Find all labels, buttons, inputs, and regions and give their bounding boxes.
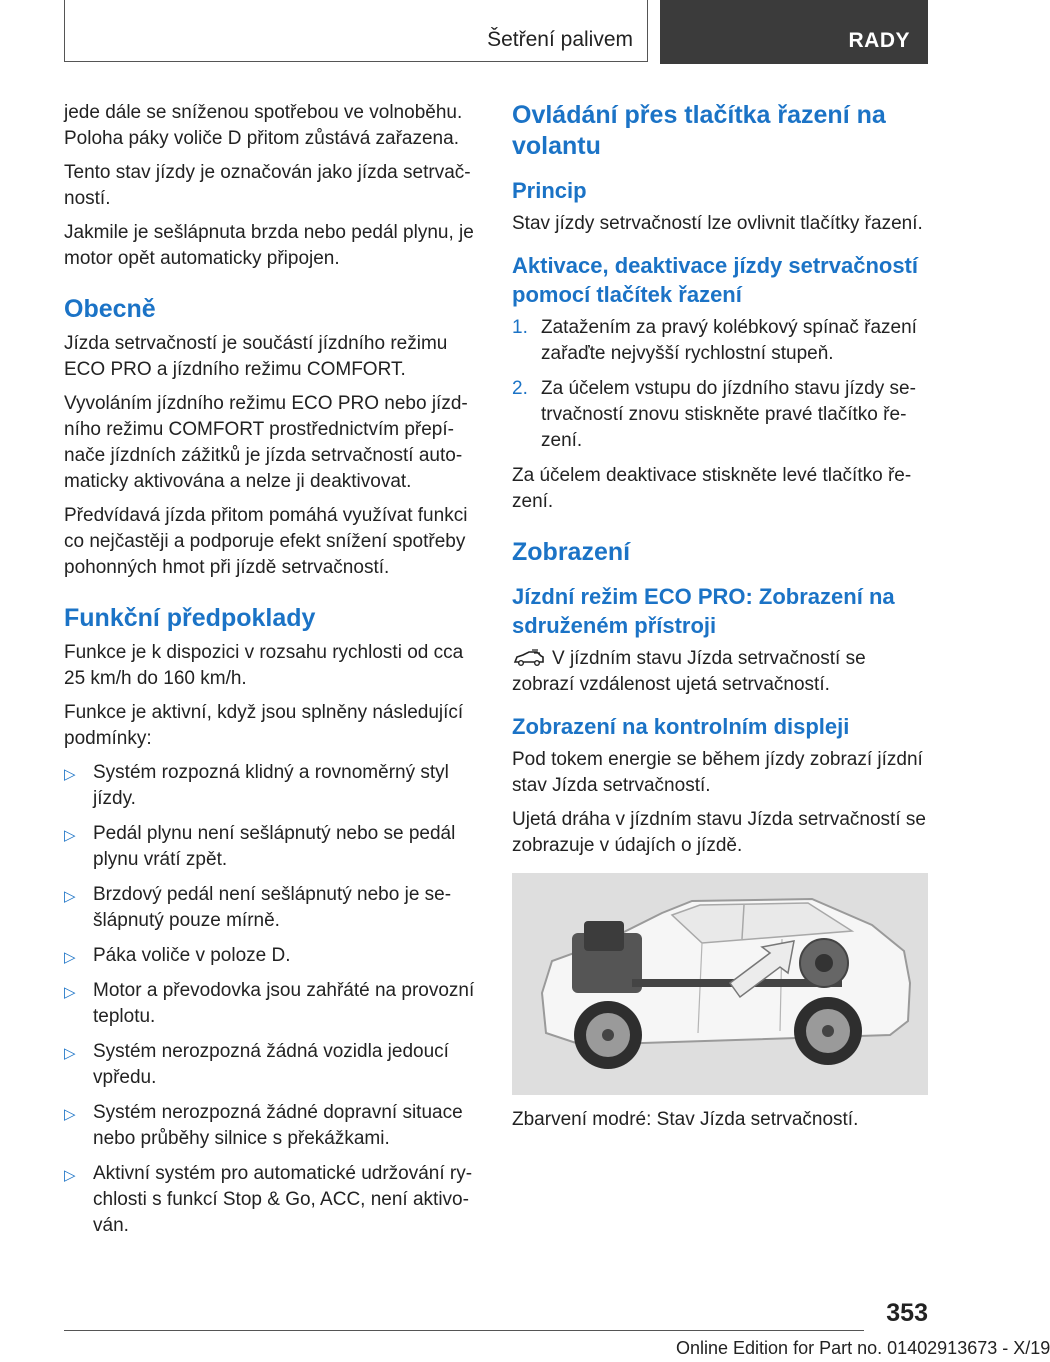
step-number: 1. — [512, 317, 528, 338]
heading-prerequisites: Funkční předpoklady — [64, 604, 316, 632]
list-item: ▷ Motor a převodovka jsou zahřáté na provozní teplotu. — [64, 980, 475, 1027]
triangle-marker-icon: ▷ — [64, 827, 76, 844]
prereq-paragraph: Funkce je aktivní, když jsou splněny následující podmínky: — [64, 702, 464, 749]
list-item: ▷ Systém nerozpozná žádné dopravní situace nebo průběhy silnice s překážkami. — [64, 1102, 463, 1149]
triangle-marker-icon: ▷ — [64, 1045, 76, 1062]
right-column — [512, 100, 928, 1141]
step-item: 1. Zatažením za pravý kolébkový spínač řazení zařaďte nejvyšší rychlostní stupeň. — [512, 317, 917, 364]
general-paragraph: Vyvoláním jízdního režimu ECO PRO nebo jízdního režimu COMFORT prostřednictvím přepínače jízdních zážitků je jízda setrvačností automaticky aktivována a nelze ji deaktivovat. — [64, 393, 468, 492]
page-number: 353 — [886, 1299, 928, 1327]
coasting-car-icon — [512, 649, 546, 667]
vehicle-drivetrain-illustration — [512, 873, 928, 1095]
control-paragraph: Ujetá dráha v jízdním stavu Jízda setrvačností se zobrazuje v údajích o jízdě. — [512, 809, 926, 856]
heading-activation: Aktivace, deaktivace jízdy setrvačností pomocí tlačítek řazení — [512, 253, 918, 307]
intro-paragraph: jede dále se sníženou spotřebou ve volnoběhu. Poloha páky voliče D přitom zůstává zařazena. — [64, 102, 463, 149]
triangle-marker-icon: ▷ — [64, 1167, 76, 1184]
list-item: ▷ Systém nerozpozná žádná vozidla jedoucí vpředu. — [64, 1041, 449, 1088]
left-column — [64, 100, 480, 1248]
general-paragraph: Jízda setrvačností je součástí jízdního režimu ECO PRO a jízdního režimu COMFORT. — [64, 333, 448, 380]
intro-paragraph: Tento stav jízdy je označován jako jízda setrvačností. — [64, 162, 471, 209]
footer-edition: Online Edition for Part no. 01402913673 - X/19 — [676, 1338, 1050, 1358]
list-item: ▷ Brzdový pedál není sešlápnutý nebo je sešlápnutý pouze mírně. — [64, 884, 452, 931]
list-item: ▷ Systém rozpozná klidný a rovnoměrný styl jízdy. — [64, 762, 449, 809]
principle-paragraph: Stav jízdy setrvačností lze ovlivnit tlačítky řazení. — [512, 213, 923, 234]
header-chapter-box — [660, 0, 928, 64]
heading-general: Obecně — [64, 295, 156, 323]
eco-pro-paragraph: V jízdním stavu Jízda setrvačností se zobrazí vzdálenost ujetá setrvačností. — [512, 648, 866, 695]
prereq-paragraph: Funkce je k dispozici v rozsahu rychlosti od cca 25 km/h do 160 km/h. — [64, 642, 464, 689]
footer-divider — [64, 1330, 864, 1331]
list-item: ▷ Páka voliče v poloze D. — [64, 943, 480, 969]
activation-steps — [512, 315, 928, 454]
step-number: 2. — [512, 378, 528, 399]
control-paragraph: Pod tokem energie se během jízdy zobrazí jízdní stav Jízda setrvačností. — [512, 749, 923, 796]
heading-control-display: Zobrazení na kontrolním displeji — [512, 714, 850, 739]
general-paragraph: Předvídavá jízda přitom pomáhá využívat funkci co nejčastěji a podporuje efekt snížení spotřeby pohonných hmot při jízdě setrvačností. — [64, 505, 468, 578]
triangle-marker-icon: ▷ — [64, 949, 76, 966]
step-item: 2. Za účelem vstupu do jízdního stavu jízdy setrvačností znovu stiskněte pravé tlačítko řezení. — [512, 378, 916, 451]
page-header — [64, 0, 928, 64]
triangle-marker-icon: ▷ — [64, 984, 76, 1001]
heading-eco-pro-display: Jízdní režim ECO PRO: Zobrazení na sdruženém přístroji — [512, 584, 895, 638]
list-item: ▷ Pedál plynu není sešlápnutý nebo se pedál plynu vrátí zpět. — [64, 823, 456, 870]
heading-principle: Princip — [512, 178, 587, 203]
triangle-marker-icon: ▷ — [64, 766, 76, 783]
list-item: ▷ Aktivní systém pro automatické udržování rychlosti s funkcí Stop & Go, ACC, není aktivován. — [64, 1163, 473, 1236]
header-section-box — [64, 0, 648, 62]
prerequisite-list — [64, 760, 480, 1239]
triangle-marker-icon: ▷ — [64, 1106, 76, 1123]
triangle-marker-icon: ▷ — [64, 888, 76, 905]
deactivation-paragraph: Za účelem deaktivace stiskněte levé tlačítko řezení. — [512, 465, 912, 512]
header-chapter-tag: RADY — [848, 29, 910, 52]
intro-paragraph: Jakmile je sešlápnuta brzda nebo pedál plynu, je motor opět automaticky připojen. — [64, 222, 474, 269]
header-section-title: Šetření palivem — [487, 28, 633, 51]
heading-shift-buttons: Ovládání přes tlačítka řazení na volantu — [512, 101, 886, 160]
image-caption: Zbarvení modré: Stav Jízda setrvačností. — [512, 1109, 859, 1130]
heading-display: Zobrazení — [512, 538, 631, 566]
